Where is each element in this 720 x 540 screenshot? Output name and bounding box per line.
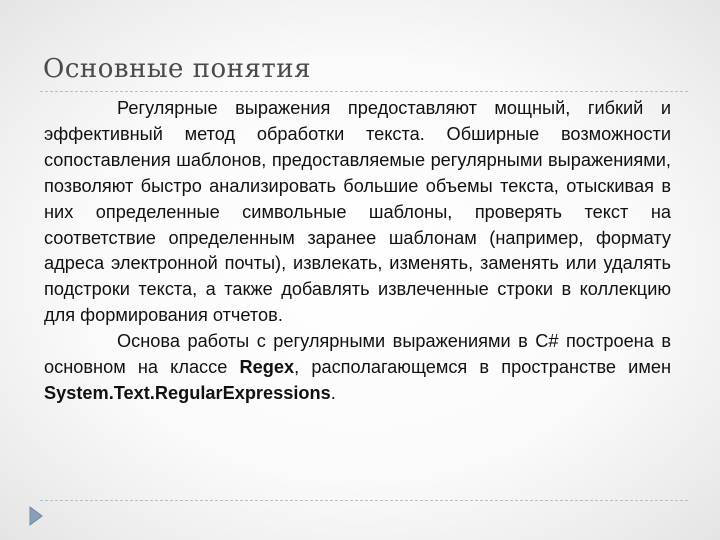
paragraph-2: [44, 329, 671, 407]
play-triangle-icon: [29, 506, 43, 526]
paragraph-1: Регулярные выражения предоставляют мощный, гибкий и эффективный метод обработки текста. Обширные возможности сопоставления шаблонов, предоставляемые регулярными выражениями, позволяют быстро анализировать большие объемы текста, отыскивая в них определенные символьные шаблоны, проверять текст на соответствие определенным заранее шаблонам (например, формату адреса электронной почты), извлекать, изменять, заменять или удалять подстроки текста, а также добавлять извлеченные строки в коллекцию для формирования отчетов.: [44, 98, 671, 326]
slide-title: Основные понятия: [43, 54, 311, 84]
paragraph-2-text-b: , располагающемся в пространстве имен: [294, 357, 672, 378]
class-name-regex: Regex: [239, 357, 295, 378]
title-divider: [40, 91, 688, 92]
footer-divider: [40, 500, 688, 501]
namespace-name: System.Text.RegularExpressions: [44, 382, 331, 403]
paragraph-2-text-a: Основа работы с регулярными выражениями в C# построена в основном на классе: [44, 331, 671, 378]
paragraph-2-text-c: .: [330, 382, 336, 403]
slide-body: [44, 96, 671, 407]
